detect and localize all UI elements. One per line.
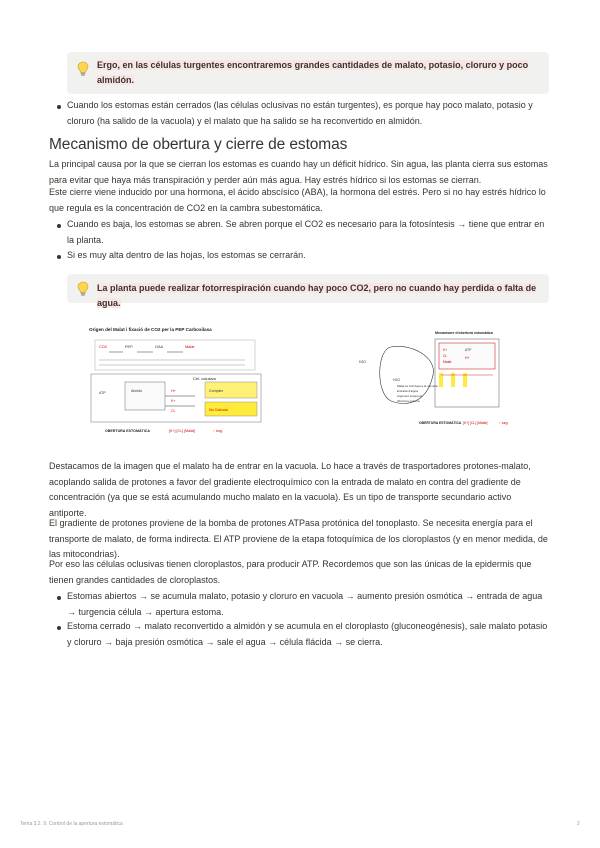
label-co2: CO2 (99, 345, 107, 349)
cell-label: Cèl. oclusiva (193, 376, 216, 381)
box-no-cuticle: No Cutícula (209, 408, 228, 412)
paragraph-aba: Este cierre viene inducido por una hormona, el ácido abscísico (ABA), la hormona del estrés. Pero si no hay estrés hídrico lo que regula es la concentración de CO2 en la cambra subestomática. (49, 187, 546, 213)
label-h2o-cell: H2O (393, 378, 400, 382)
figure-right-caption: OBERTURA ESTOMÀTICA (419, 421, 462, 425)
label-cl: Cl- (443, 354, 448, 358)
bullet-dot (57, 596, 61, 600)
label-oaa: OAA (155, 345, 164, 349)
label-atp: ATP (99, 391, 106, 395)
paragraph-chloroplasts: Por eso las células oclusivas tienen cloroplastos, para producir ATP. Recordemos que son las únicas de la epidermis que tienen grandes cantidades de cloroplastos. (49, 559, 532, 585)
label-h2o-left: H2O (359, 360, 366, 364)
callout-text: La planta puede realizar fotorrespiración cuando hay poco CO2, pero no cuando hay perdida o falta de agua. (97, 283, 537, 308)
note-stoma-opening: Obertura estoma (397, 399, 420, 403)
label-k: K+ (171, 399, 176, 403)
label-almido: Almidó (131, 389, 142, 393)
paragraph-proton-gradient: El gradiente de protones proviene de la bomba de protones ATPasa protónica del tonoplasto. Se necesita energía para el transporte de malato, de forma indirecta. El ATP proviene de la etapa fotoquímica de los cloroplastos (y en menor medida, de las mitocondrias). (49, 518, 548, 559)
bullet-dot (57, 626, 61, 630)
note-malat-vacuole: Malat se bombeja a la vacuola (397, 384, 438, 388)
section-heading: Mecanismo de obertura y cierre de estomas (49, 136, 348, 153)
diagram-stomatal-opening (357, 327, 517, 427)
label-h: H+ (171, 389, 176, 393)
callout-photorespiration (67, 274, 549, 308)
figure-left-caption-red: [K+] [Cl-] [Malat] (169, 429, 195, 433)
bullet-dot (57, 224, 61, 228)
bullet-stomata-closed: Estoma cerrado → malato reconvertido a almidón y se acumula en el cloroplasto (gluconeogénesis), sale malato potasio y cloruro → baja presión osmótica → sale el agua → célula flácida → se cierra. (67, 621, 548, 647)
label-cl: Cl- (171, 409, 176, 413)
bullet-co2-high: Si es muy alta dentro de las hojas, los estomas se cerrarán. (67, 250, 306, 260)
figure-left-caption-arrow: ↑ turg. (213, 429, 223, 433)
paragraph-malate-vacuole: Destacamos de la imagen que el malato ha de entrar en la vacuola. Lo hace a través de trasportadores protones-malato, acoplando salida de protones a favor del gradiente electroquímico con la entrada de malato en contra del gradiente de concentración (ya que se está acumulando mucho malato en la vacuola). Es un tipo de transporte secundario activo antiporte. (49, 461, 531, 518)
figure-right-caption-arrow: ↑ turg. (499, 421, 509, 425)
label-pep: PEP (125, 345, 133, 349)
label-malat: Malat (443, 360, 452, 364)
paragraph-hydric-deficit: La principal causa por la que se cierran los estomas es cuando hay un déficit hídrico. Sin agua, las planta cierra sus estomas para evitar que haya más transpiración y perder aún más agua. Hay estrés hídrico si los estomas se cierran. (49, 159, 548, 185)
label-malat: Malat (185, 345, 195, 349)
page-number: 2 (577, 821, 580, 827)
box-complex: Complex (209, 389, 224, 393)
note-water-entry: Entrada d'aigua (397, 389, 418, 393)
label-h: H+ (465, 356, 470, 360)
figure-left-title: Origen del Malat i fixació de CO2 per la PEP Carboxilasa (89, 327, 212, 332)
label-k: K+ (443, 348, 448, 352)
callout-text: Ergo, en las células turgentes encontraremos grandes cantidades de malato, potasio, cloruro y poco almidón. (97, 60, 529, 85)
figure-right-title: Mecanisme d'obertura estomàtica (435, 331, 493, 335)
page-footer: Tema 3.2. 9. Control de la apertura estomática (20, 821, 123, 827)
note-turgor-increase: Augment turgència (397, 394, 423, 398)
bullet-co2-low: Cuando es baja, los estomas se abren. Se abren porque el CO2 es necesario para la fotosíntesis → tiene que entrar en la planta. (67, 219, 545, 245)
label-atp: ATP (465, 348, 472, 352)
figure-left-caption: OBERTURA ESTOMÀTICA (105, 429, 150, 433)
bullet-dot (57, 105, 61, 109)
lightbulb-icon (77, 281, 89, 297)
bullet-closed-stomata: Cuando los estomas están cerrados (las células oclusivas no están turgentes), es porque hay poco malato, potasio y cloruro (ha salido de la vacuola) y el malato que ha salido se ha reconvertido en almidón. (67, 100, 533, 126)
callout-turgent-cells (67, 52, 549, 94)
figure-right-caption-red: [K+] [Cl-] [Malat] (463, 421, 488, 425)
bullet-stomata-open: Estomas abiertos → se acumula malato, potasio y cloruro en vacuola → aumento presión osmótica → entrada de agua → turgencia célula → apertura estoma. (67, 591, 543, 617)
lightbulb-icon (77, 61, 89, 77)
bullet-dot (57, 255, 61, 259)
diagram-malate-origin (85, 322, 287, 442)
